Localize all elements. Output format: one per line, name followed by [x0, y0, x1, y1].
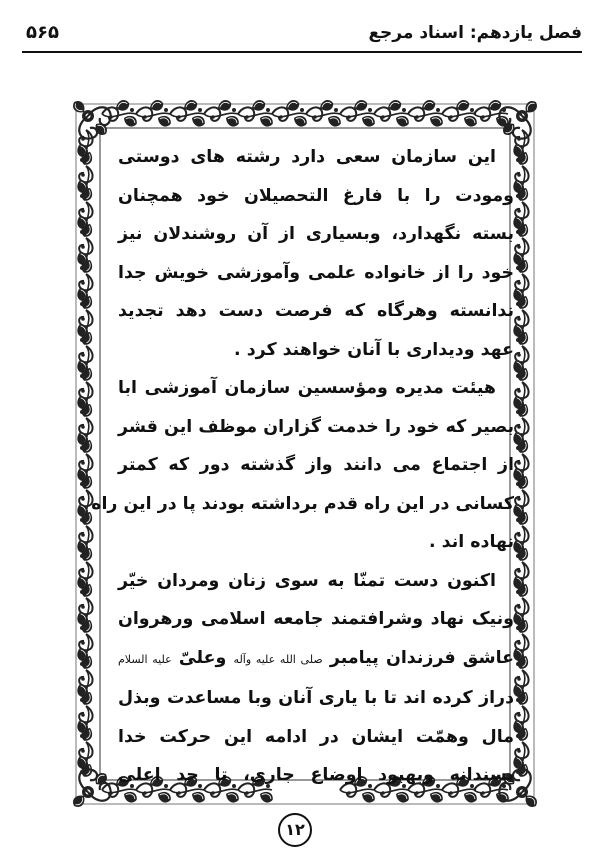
- ornament-number-badge: ۱۲: [278, 813, 312, 847]
- text-line: هیئت مدیره ومؤسسین سازمان آموزشی ابا: [118, 378, 496, 398]
- text-line: ومودت را با فارغ التحصیلان خود همچنان: [118, 185, 514, 206]
- text-line: مال وهمّت ایشان در ادامه این حرکت خدا: [118, 726, 514, 747]
- text-line: ندانسته وهرگاه که فرصت دست دهد تجدید: [118, 301, 514, 321]
- chapter-title: فصل یازدهم: اسناد مرجع: [368, 23, 582, 43]
- honorific-text: صلی الله علیه وآله: [233, 652, 323, 666]
- text-line: ونیک نهاد وشرافتمند جامعه اسلامی ورهروان: [118, 609, 514, 629]
- text-segment: وعلیّ: [178, 647, 227, 668]
- text-line: عهد ودیداری با آنان خواهند کرد .: [234, 339, 514, 360]
- text-segment: عاشق فرزندان پیامبر: [329, 647, 514, 668]
- text-line: بسته نگهدارد، وبسیاری از آن روشندلان نیز: [118, 224, 514, 244]
- text-line: خود را از خانواده علمی وآموزشی خویش جدا: [118, 262, 514, 283]
- text-line: این سازمان سعی دارد رشته های دوستی: [118, 147, 496, 167]
- text-line: نهاده اند .: [429, 532, 514, 552]
- text-line: دراز کرده اند تا با یاری آنان وبا مساعدت وبذل: [118, 688, 514, 708]
- text-line: بصیر که خود را خدمت گزاران موظف این قشر: [118, 416, 514, 437]
- text-line: پسندانه وبهبود اوضاع جاری، تا حد اعلی: [118, 765, 514, 785]
- header-rule: [22, 51, 582, 53]
- text-line: اکنون دست تمنّا به سوی زنان ومردان خیّر: [118, 570, 496, 591]
- page-number: ۵۶۵: [26, 22, 59, 43]
- text-line-composite: [118, 639, 514, 680]
- text-line: کسانی در این راه قدم برداشته بودند پا در این راه: [91, 493, 514, 514]
- text-line: از اجتماع می دانند واز گذشته دور که کمتر: [118, 455, 514, 475]
- page-header: [22, 22, 582, 52]
- honorific-text: علیه السلام: [118, 652, 172, 666]
- body-text: [91, 138, 514, 795]
